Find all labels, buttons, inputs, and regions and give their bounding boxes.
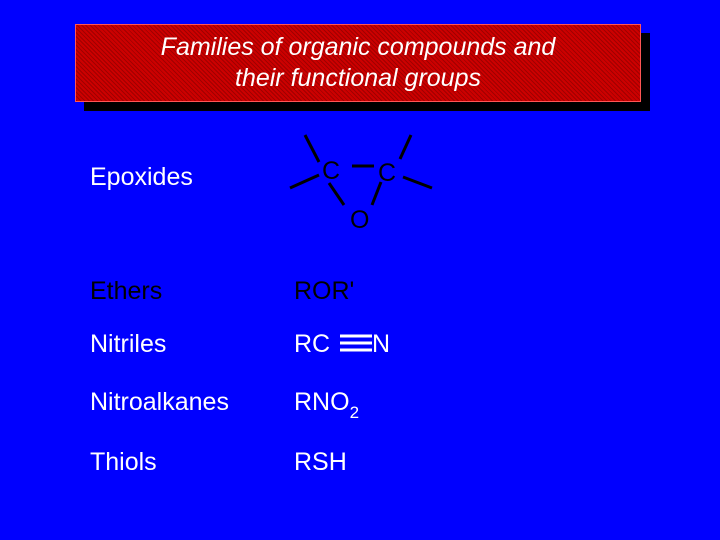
epoxide-bond-upper-right <box>400 135 411 159</box>
nitriles-formula-left: RC <box>294 330 331 358</box>
nitriles-formula-right: N <box>372 330 391 358</box>
epoxides-label: Epoxides <box>90 163 193 191</box>
epoxide-atom-c2: C <box>378 159 397 187</box>
epoxide-atom-o: O <box>350 206 370 234</box>
nitroalkanes-formula-subscript: 2 <box>349 403 360 422</box>
triple-bond-icon <box>340 333 372 353</box>
nitroalkanes-formula-main: RNO <box>294 388 350 416</box>
nitriles-label: Nitriles <box>90 330 167 358</box>
epoxide-bond-c-o-left <box>329 183 344 205</box>
ethers-formula: ROR' <box>294 277 355 305</box>
thiols-formula: RSH <box>294 448 347 476</box>
title-line-1: Families of organic compounds and <box>160 33 556 61</box>
ethers-label: Ethers <box>90 277 163 305</box>
thiols-label: Thiols <box>90 448 157 476</box>
epoxide-bond-upper-left <box>305 135 319 162</box>
title-line-2: their functional groups <box>235 64 481 92</box>
epoxide-atom-c1: C <box>322 157 341 185</box>
epoxide-bond-lower-right <box>403 177 432 188</box>
title-box <box>75 24 641 102</box>
epoxide-structure <box>270 125 440 235</box>
nitroalkanes-formula <box>294 387 359 420</box>
epoxide-bond-lower-left <box>290 175 319 188</box>
nitroalkanes-label: Nitroalkanes <box>90 388 229 416</box>
